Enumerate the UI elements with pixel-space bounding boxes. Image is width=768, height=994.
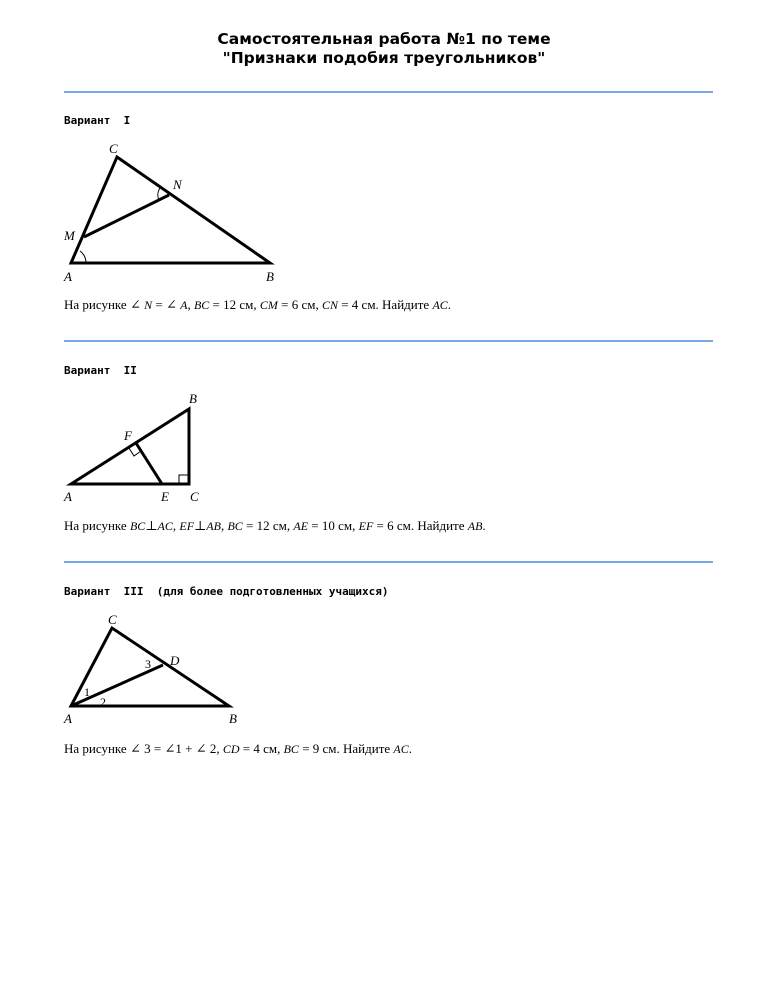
triangle-abc-2 (71, 409, 189, 484)
text-segment: . (447, 297, 452, 312)
text-var: N (144, 298, 153, 312)
variant-3-heading: Вариант III (для более подготовленных учащихся) (64, 585, 389, 598)
perpendicular-icon: ⊥ (145, 518, 158, 533)
text-segment: 2, (209, 741, 223, 756)
text-segment: . (408, 741, 412, 756)
text-var: EF (358, 519, 374, 533)
label-angle-3: 3 (145, 657, 151, 671)
text-var: A (180, 298, 188, 312)
angle-icon: ∠ (164, 741, 176, 756)
label-b-2: B (189, 391, 197, 406)
variant-2-heading: Вариант II (64, 364, 137, 377)
label-e-2: E (161, 489, 169, 504)
text-segment: = 6 см. Найдите (373, 518, 468, 533)
text-segment: = 9 см. Найдите (298, 741, 394, 756)
variant-1-figure (71, 157, 270, 263)
text-segment: , (172, 518, 180, 533)
text-segment: . (482, 518, 486, 533)
text-segment: 1 + (175, 741, 196, 756)
label-b-3: B (229, 711, 237, 726)
segment-ef (136, 443, 162, 484)
text-var: BC (283, 742, 299, 756)
label-a-2: A (64, 489, 72, 504)
text-segment: = 12 см, (242, 518, 294, 533)
text-var: CN (321, 298, 338, 312)
text-var: EF (179, 519, 195, 533)
text-segment: = 12 см, (209, 297, 260, 312)
label-a-1: A (64, 269, 72, 284)
text-segment: На рисунке (64, 741, 130, 756)
variant-2-problem (64, 518, 486, 534)
perpendicular-icon: ⊥ (194, 518, 207, 533)
variant-1-problem (64, 297, 451, 313)
text-var: AC (432, 298, 448, 312)
angle-icon: ∠ (195, 741, 207, 756)
text-var: AC (393, 742, 409, 756)
text-segment: = 4 см. Найдите (337, 297, 433, 312)
label-f-2: F (124, 428, 132, 443)
label-c-3: C (108, 612, 117, 627)
variant-3-problem (64, 741, 412, 757)
text-segment: , (220, 518, 228, 533)
text-var: AB (206, 519, 221, 533)
variant-2-figure (71, 409, 189, 484)
text-var: BC (193, 298, 210, 312)
label-m-1: M (64, 228, 75, 243)
page-title-line1: Самостоятельная работа №1 по теме (217, 30, 551, 48)
angle-icon: ∠ (129, 741, 141, 756)
text-segment: 3 = (144, 741, 165, 756)
text-segment: = 4 см, (239, 741, 284, 756)
label-n-1: N (173, 177, 182, 192)
text-var: BC (227, 519, 243, 533)
text-var: BC (129, 519, 146, 533)
label-c-2: C (190, 489, 199, 504)
text-segment: = 10 см, (308, 518, 359, 533)
label-c-1: C (109, 141, 118, 156)
text-var: AC (157, 519, 173, 533)
text-segment: На рисунке (64, 297, 130, 312)
angle-arc-a (80, 251, 86, 263)
text-var: AB (467, 519, 483, 533)
label-b-1: B (266, 269, 274, 284)
angle-icon: ∠ (165, 297, 177, 312)
text-segment: На рисунке (64, 518, 130, 533)
triangle-abc-1 (71, 157, 270, 263)
angle-icon: ∠ (129, 297, 141, 312)
label-d-3: D (170, 653, 180, 668)
divider-3 (64, 561, 713, 563)
text-segment: = (152, 297, 166, 312)
text-segment: = 6 см, (277, 297, 322, 312)
page-title-line2: "Признаки подобия треугольников" (222, 49, 546, 67)
divider-2 (64, 340, 713, 342)
text-var: CM (259, 298, 278, 312)
variant-1-heading: Вариант I (64, 114, 131, 127)
label-angle-1: 1 (84, 685, 90, 699)
text-var: AE (293, 519, 309, 533)
label-angle-2: 2 (100, 695, 106, 709)
label-a-3: A (64, 711, 72, 726)
text-segment: , (187, 297, 194, 312)
text-var: CD (222, 742, 240, 756)
